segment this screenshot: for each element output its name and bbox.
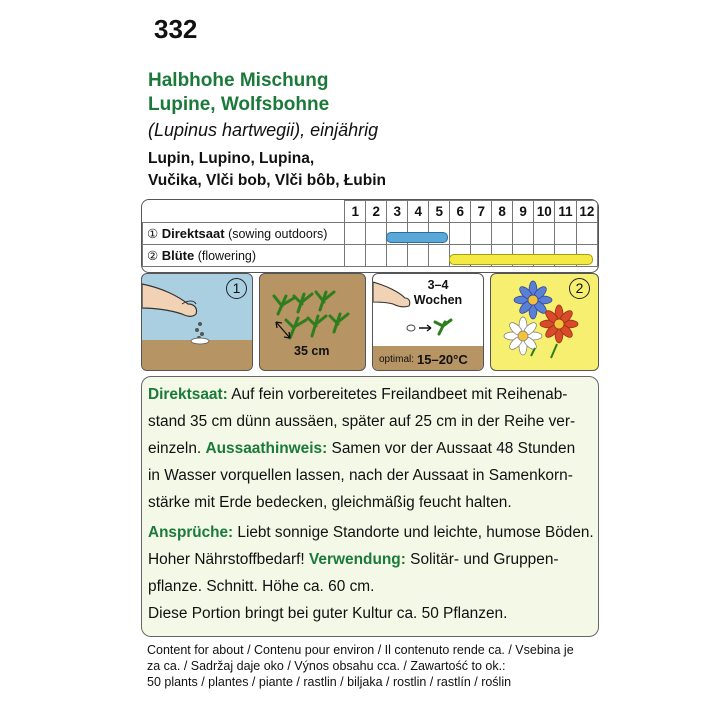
text-line-7-rest: Solitär- und Gruppen- <box>405 551 559 568</box>
text-line-2: stand 35 cm dünn aussäen, später auf 25 cm in der Reihe ver- <box>148 413 576 430</box>
month-6: 6 <box>450 201 471 223</box>
footer-line-3: 50 plants / plantes / piante / rastlin / biljaka / rostlin / rastlín / roślin <box>147 675 512 689</box>
text-line-7 <box>148 546 594 573</box>
flowering-illustration <box>490 273 599 371</box>
month-8: 8 <box>492 201 513 223</box>
row-flowering-sub: (flowering) <box>197 249 257 263</box>
month-2: 2 <box>366 201 387 223</box>
text-line-6 <box>148 519 594 546</box>
common-names-2: Vučika, Vlči bob, Vlči bôb, Łubin <box>148 172 386 189</box>
month-4: 4 <box>408 201 429 223</box>
row-flowering-label <box>143 245 345 267</box>
row-sowing-label <box>143 223 345 245</box>
optimal-temperature: 15–20°C <box>417 352 468 367</box>
key-ansprueche: Ansprüche: <box>148 524 234 541</box>
calendar-corner <box>143 201 345 223</box>
text-line-3 <box>148 435 594 462</box>
key-direktsaat: Direktsaat: <box>148 386 228 403</box>
spacing-label: 35 cm <box>294 344 330 358</box>
row-flowering-title: Blüte <box>161 248 195 263</box>
key-verwendung: Verwendung: <box>308 551 406 568</box>
row-flowering-marker: ② <box>147 249 159 263</box>
row-sowing-sub: (sowing outdoors) <box>228 227 328 241</box>
title-line-1: Halbhohe Mischung <box>148 70 329 91</box>
month-3: 3 <box>387 201 408 223</box>
key-aussaathinweis: Aussaathinweis: <box>205 440 328 457</box>
flowering-period-bar <box>449 254 593 265</box>
text-line-7-body: Hoher Nährstoffbedarf! <box>148 551 309 568</box>
month-10: 10 <box>534 201 555 223</box>
germination-weeks: 3–4 <box>427 278 449 292</box>
month-5: 5 <box>429 201 450 223</box>
month-12: 12 <box>576 201 597 223</box>
germination-weeks-unit: Wochen <box>413 293 463 307</box>
month-11: 11 <box>555 201 576 223</box>
footer-line-1: Content for about / Contenu pour environ / Il contenuto rende ca. / Vsebina je <box>147 643 574 657</box>
step-1-marker: 1 <box>226 278 247 299</box>
row-sowing-title: Direktsaat <box>161 226 225 241</box>
optimal-label: optimal: <box>379 354 415 365</box>
product-number: 332 <box>154 14 198 44</box>
text-line-1 <box>148 381 594 408</box>
latin-suffix: einjährig <box>305 120 379 140</box>
text-line-9: Diese Portion bringt bei guter Kultur ca. 50 Pflanzen. <box>148 605 508 622</box>
sowing-calendar <box>141 199 599 273</box>
content-footer <box>147 642 574 690</box>
month-9: 9 <box>513 201 534 223</box>
month-7: 7 <box>471 201 492 223</box>
latin-binomial: (Lupinus hartwegii), <box>148 120 306 140</box>
sowing-period-bar <box>386 232 448 243</box>
text-line-5: stärke mit Erde bedecken, gleichmäßig feucht halten. <box>148 494 512 511</box>
text-line-6-body: Liebt sonnige Standorte und leichte, humose Böden. <box>233 524 594 541</box>
footer-line-2: za ca. / Sadržaj daje oko / Výnos obsahu cca. / Zawartość to ok.: <box>147 659 506 673</box>
text-line-4: in Wasser vorquellen lassen, nach der Aussaat in Samenkorn- <box>148 467 573 484</box>
sowing-illustration <box>141 273 253 371</box>
text-line-3-body: einzeln. <box>148 440 206 457</box>
month-1: 1 <box>345 201 366 223</box>
text-line-3-rest: Samen vor der Aussaat 48 Stunden <box>327 440 576 457</box>
common-names-1: Lupin, Lupino, Lupina, <box>148 150 315 167</box>
row-sowing-marker: ① <box>147 227 159 241</box>
title-line-2: Lupine, Wolfsbohne <box>148 94 330 115</box>
latin-name <box>148 120 378 141</box>
spacing-illustration <box>259 273 366 371</box>
step-2-marker: 2 <box>569 278 590 299</box>
text-line-8: pflanze. Schnitt. Höhe ca. 60 cm. <box>148 578 375 595</box>
text-line-1-body: Auf fein vorbereitetes Freilandbeet mit Reihenab- <box>227 386 568 403</box>
instructions-box <box>141 376 599 637</box>
germination-illustration <box>372 273 484 371</box>
